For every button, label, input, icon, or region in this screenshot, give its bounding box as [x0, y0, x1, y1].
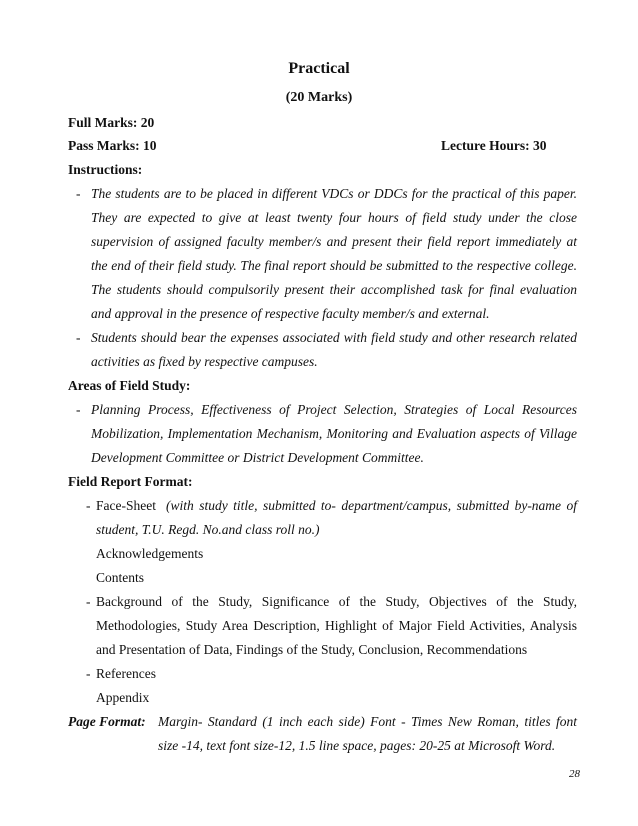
face-sheet-label: Face-Sheet	[96, 498, 156, 513]
background-line: and Presentation of Data, Findings of the Study, Conclusion, Recommendations	[96, 642, 528, 657]
page-title: Practical	[288, 60, 350, 77]
bullet-dash: -	[86, 666, 91, 681]
bullet-dash: -	[76, 186, 81, 201]
instruction-line: They are expected to give at least twenty four hours of field study under the close	[91, 210, 577, 225]
areas-line: Development Committee or District Development Committee.	[91, 450, 424, 465]
instruction-line: activities as fixed by respective campuses.	[91, 354, 318, 369]
bullet-dash: -	[86, 594, 91, 609]
instruction-line: and approval in the presence of respective faculty member/s and external.	[91, 306, 490, 321]
contents-item: Contents	[96, 570, 145, 585]
background-line: Background of the Study, Significance of the Study, Objectives of the Study,	[96, 594, 577, 609]
full-marks: Full Marks: 20	[68, 115, 155, 130]
instruction-line: supervision of assigned faculty member/s and present their field report immediately at	[91, 234, 577, 249]
page-format-label: Page Format:	[68, 714, 146, 729]
pass-marks: Pass Marks: 10	[68, 138, 157, 153]
instruction-line: The students are to be placed in different VDCs or DDCs for the practical of this paper.	[91, 186, 577, 201]
face-sheet-note: (with study title, submitted to- department/campus, submitted by-name of	[166, 498, 577, 513]
lecture-hours: Lecture Hours: 30	[441, 138, 547, 153]
areas-line: Mobilization, Implementation Mechanism, Monitoring and Evaluation aspects of Village	[91, 426, 577, 441]
page-number: 28	[569, 768, 580, 780]
marks-subtitle: (20 Marks)	[285, 90, 353, 105]
face-sheet-note: student, T.U. Regd. No.and class roll no.)	[96, 522, 320, 537]
bullet-dash: -	[86, 498, 91, 513]
page-format-line: Margin- Standard (1 inch each side) Font - Times New Roman, titles font	[158, 714, 577, 729]
instruction-line: the end of their field study. The final report should be submitted to the respective college.	[91, 258, 577, 273]
acknowledgements-item: Acknowledgements	[96, 546, 204, 561]
references-item: References	[96, 666, 156, 681]
report-heading: Field Report Format:	[68, 474, 193, 489]
instructions-heading: Instructions:	[68, 162, 143, 177]
instruction-line: Students should bear the expenses associated with field study and other research related	[91, 330, 577, 345]
instruction-line: The students should compulsorily present their accomplished task for final evaluation	[91, 282, 577, 297]
appendix-item: Appendix	[96, 690, 150, 705]
bullet-dash: -	[76, 330, 81, 345]
areas-line: Planning Process, Effectiveness of Project Selection, Strategies of Local Resources	[91, 402, 577, 417]
areas-heading: Areas of Field Study:	[68, 378, 191, 393]
bullet-dash: -	[76, 402, 81, 417]
background-line: Methodologies, Study Area Description, Highlight of Major Field Activities, Analysis	[96, 618, 577, 633]
page-format-line: size -14, text font size-12, 1.5 line space, pages: 20-25 at Microsoft Word.	[158, 738, 556, 753]
